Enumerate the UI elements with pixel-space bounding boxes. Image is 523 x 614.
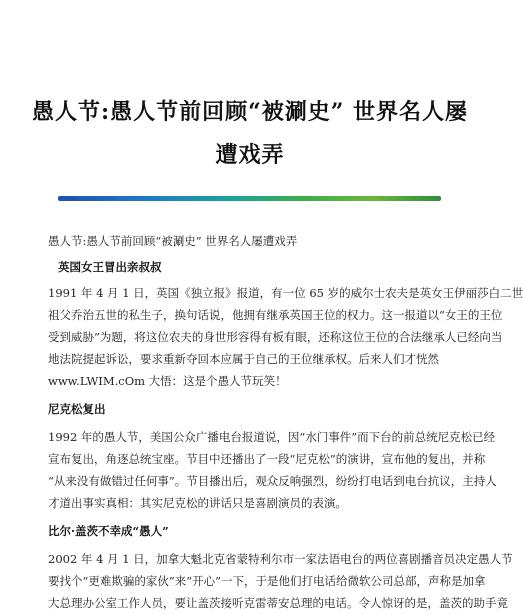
paragraph-line: 2002 年 4 月 1 日，加拿大魁北克省蒙特利尔市一家法语电台的两位喜剧播音员决定愚人节 xyxy=(48,552,513,566)
paragraph-line: 受到威胁”为题，将这位农夫的身世形容得有板有眼，还称这位王位的合法继承人已经向当 xyxy=(48,330,503,344)
section-paragraph-gates xyxy=(48,548,513,614)
section-paragraph-queen xyxy=(48,282,523,392)
paragraph-line: 大总理办公室工作人员，要让盖茨接听克雷蒂安总理的电话。令人惊讶的是，盖茨的助手竟 xyxy=(48,596,508,610)
paragraph-line: 1991 年 4 月 1 日，英国《独立报》报道，有一位 65 岁的威尔士农夫是英女王伊丽莎白二世 xyxy=(48,286,523,300)
section-paragraph-nixon xyxy=(48,426,497,514)
document-title-line-2: 遭戏弄 xyxy=(215,142,285,168)
paragraph-line: www.LWIM.cOm 大悟：这是个愚人节玩笑！ xyxy=(48,374,287,388)
section-heading-queen: 英国女王冒出亲叔叔 xyxy=(58,260,162,274)
paragraph-line: 宣布复出，角逐总统宝座。节目中还播出了一段“尼克松”的演讲，宣布他的复出，并称 xyxy=(48,452,486,466)
paragraph-line: 才道出事实真相：其实尼克松的讲话只是喜剧演员的表演。 xyxy=(48,496,347,510)
paragraph-line: 要找个“更难欺骗的家伙”来“开心”一下，于是他们打电话给微软公司总部，声称是加拿 xyxy=(48,574,486,588)
paragraph-line: 1992 年的愚人节，美国公众广播电台报道说，因“水门事件”而下台的前总统尼克松已经 xyxy=(48,430,496,444)
paragraph-line: “从来没有做错过任何事”。节目播出后，观众反响强烈，纷纷打电话到电台抗议，主持人 xyxy=(48,474,497,488)
section-heading-gates: 比尔·盖茨不幸成“愚人” xyxy=(48,524,169,538)
intro-line: 愚人节:愚人节前回顾“被涮史” 世界名人屡遭戏弄 xyxy=(48,234,298,248)
article-body xyxy=(48,230,523,614)
title-divider-gradient xyxy=(58,196,441,201)
article-intro xyxy=(48,230,458,252)
paragraph-line: 祖父乔治五世的私生子，换句话说，他拥有继承英国王位的权力。这一报道以“女王的王位 xyxy=(48,308,503,322)
paragraph-line: 地法院提起诉讼，要求重新夺回本应属于自己的王位继承权。后来人们才恍然 xyxy=(48,352,439,366)
section-heading-nixon: 尼克松复出 xyxy=(48,402,106,416)
document-title-line-1: 愚人节:愚人节前回顾“被涮史” 世界名人屡 xyxy=(31,99,469,125)
